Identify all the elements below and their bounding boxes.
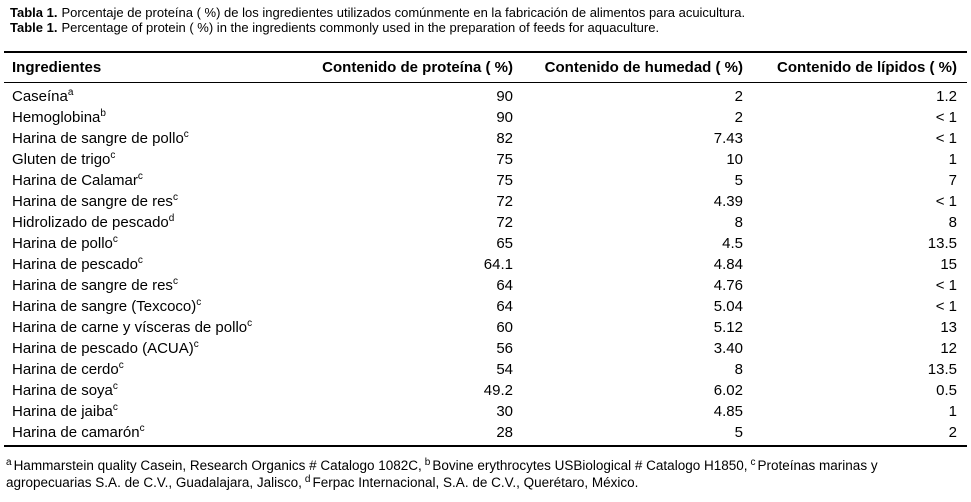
moisture-value: 3.40 — [713, 340, 743, 357]
lipids-value: < 1 — [935, 277, 957, 294]
protein-value: 72 — [496, 193, 513, 210]
moisture-value: 5.04 — [713, 298, 743, 315]
protein-value: 90 — [496, 109, 513, 126]
ingredient-name: Harina de sangre de res — [12, 277, 173, 294]
ingredient-footnote-marker: d — [168, 213, 175, 224]
table-row — [4, 83, 967, 108]
table-row — [4, 401, 967, 422]
table-row — [4, 380, 967, 401]
caption-label-en: Table 1. — [10, 19, 58, 35]
protein-value: 64 — [496, 277, 513, 294]
ingredient-name: Harina de pescado — [12, 256, 138, 273]
ingredient-footnote-marker: c — [112, 402, 118, 413]
protein-value: 56 — [496, 340, 513, 357]
ingredient-footnote-marker: c — [247, 318, 253, 329]
lipids-value: 1.2 — [936, 88, 957, 105]
lipids-value: 13 — [940, 319, 957, 336]
lipids-value: < 1 — [935, 130, 957, 147]
protein-value: 60 — [496, 319, 513, 336]
lipids-value: 2 — [948, 424, 957, 441]
table-header-row — [4, 52, 967, 83]
ingredient-footnote-marker: c — [196, 297, 202, 308]
lipids-value: 8 — [948, 214, 957, 231]
lipids-value: < 1 — [935, 109, 957, 126]
caption-line-spanish — [10, 6, 961, 21]
protein-value: 28 — [496, 424, 513, 441]
table-row — [4, 422, 967, 446]
ingredient-name: Harina de carne y vísceras de pollo — [12, 319, 248, 336]
ingredient-name: Harina de sangre de pollo — [12, 130, 184, 147]
ingredient-footnote-marker: c — [118, 360, 124, 371]
protein-value: 64 — [496, 298, 513, 315]
ingredient-name: Harina de pollo — [12, 235, 113, 252]
column-header-lipidos: Contenido de lípidos ( %) — [743, 52, 967, 83]
moisture-value: 8 — [734, 214, 743, 231]
ingredient-name: Harina de sangre (Texcoco) — [12, 298, 197, 315]
moisture-value: 4.5 — [722, 235, 743, 252]
ingredient-name: Hemoglobina — [12, 109, 101, 126]
ingredient-name: Harina de sangre de res — [12, 193, 173, 210]
column-header-humedad: Contenido de humedad ( %) — [513, 52, 743, 83]
table-row — [4, 107, 967, 128]
moisture-value: 4.85 — [713, 403, 743, 420]
lipids-value: < 1 — [935, 298, 957, 315]
table-header — [4, 52, 967, 83]
moisture-value: 4.84 — [713, 256, 743, 273]
lipids-value: 12 — [940, 340, 957, 357]
ingredient-name: Hidrolizado de pescado — [12, 214, 169, 231]
table-row — [4, 191, 967, 212]
ingredient-footnote-marker: c — [172, 276, 178, 287]
table-row — [4, 317, 967, 338]
ingredient-footnote-marker: c — [110, 150, 116, 161]
ingredient-footnote-marker: c — [193, 339, 199, 350]
ingredient-footnote-marker: c — [183, 129, 189, 140]
table-row — [4, 338, 967, 359]
protein-value: 49.2 — [483, 382, 513, 399]
ingredient-name: Harina de cerdo — [12, 361, 119, 378]
moisture-value: 10 — [726, 151, 743, 168]
ingredient-name: Harina de Calamar — [12, 172, 138, 189]
moisture-value: 4.39 — [713, 193, 743, 210]
lipids-value: 13.5 — [927, 235, 957, 252]
protein-value: 30 — [496, 403, 513, 420]
lipids-value: 1 — [948, 403, 957, 420]
moisture-value: 4.76 — [713, 277, 743, 294]
table-row — [4, 359, 967, 380]
column-header-ingredientes: Ingredientes — [4, 52, 299, 83]
caption-text-en: Percentage of protein ( %) in the ingredients commonly used in the preparation of feeds for aquaculture. — [61, 19, 660, 35]
moisture-value: 2 — [734, 109, 743, 126]
footnote-marker: b — [424, 456, 431, 468]
moisture-value: 5 — [734, 424, 743, 441]
table-row — [4, 254, 967, 275]
table-row — [4, 212, 967, 233]
ingredient-footnote-marker: c — [172, 192, 178, 203]
ingredient-footnote-marker: c — [137, 255, 143, 266]
protein-value: 75 — [496, 151, 513, 168]
footnote-marker: c — [750, 456, 756, 468]
moisture-value: 6.02 — [713, 382, 743, 399]
protein-value: 82 — [496, 130, 513, 147]
column-header-proteina: Contenido de proteína ( %) — [299, 52, 513, 83]
table-body — [4, 83, 967, 447]
footnotes — [6, 457, 965, 491]
moisture-value: 7.43 — [713, 130, 743, 147]
ingredient-footnote-marker: c — [139, 423, 145, 434]
ingredient-footnote-marker: c — [137, 171, 143, 182]
moisture-value: 5.12 — [713, 319, 743, 336]
moisture-value: 5 — [734, 172, 743, 189]
protein-value: 54 — [496, 361, 513, 378]
footnote-text: Hammarstein quality Casein, Research Organics # Catalogo 1082C, — [13, 458, 422, 473]
ingredient-name: Harina de soya — [12, 382, 113, 399]
ingredient-name: Caseína — [12, 88, 68, 105]
ingredients-table — [4, 51, 967, 447]
caption-line-english — [10, 21, 961, 36]
moisture-value: 2 — [734, 88, 743, 105]
table-row — [4, 275, 967, 296]
table-row — [4, 233, 967, 254]
ingredient-name: Harina de camarón — [12, 424, 140, 441]
table-row — [4, 296, 967, 317]
ingredient-footnote-marker: c — [112, 381, 118, 392]
ingredient-name: Harina de pescado (ACUA) — [12, 340, 194, 357]
moisture-value: 8 — [734, 361, 743, 378]
protein-value: 64.1 — [483, 256, 513, 273]
footnote-text: Bovine erythrocytes USBiological # Catalogo H1850, — [432, 458, 748, 473]
caption-text-es: Porcentaje de proteína ( %) de los ingredientes utilizados comúnmente en la fabricación de alimentos para acuicultura. — [61, 5, 746, 20]
lipids-value: 7 — [948, 172, 957, 189]
protein-value: 90 — [496, 88, 513, 105]
caption-label-es: Tabla 1. — [10, 5, 58, 20]
ingredient-footnote-marker: b — [100, 108, 106, 119]
protein-value: 72 — [496, 214, 513, 231]
footnote-marker: a — [6, 456, 12, 468]
lipids-value: < 1 — [935, 193, 957, 210]
protein-value: 75 — [496, 172, 513, 189]
footnote-marker: d — [304, 473, 311, 485]
lipids-value: 0.5 — [936, 382, 957, 399]
table-row — [4, 128, 967, 149]
ingredient-name: Gluten de trigo — [12, 151, 111, 168]
lipids-value: 1 — [948, 151, 957, 168]
table-caption — [0, 0, 971, 35]
footnote-text: Ferpac Internacional, S.A. de C.V., Querétaro, México. — [312, 475, 639, 490]
ingredient-footnote-marker: c — [112, 234, 118, 245]
lipids-value: 13.5 — [927, 361, 957, 378]
protein-value: 65 — [496, 235, 513, 252]
ingredient-footnote-marker: a — [67, 87, 74, 98]
ingredient-name: Harina de jaiba — [12, 403, 113, 420]
lipids-value: 15 — [940, 256, 957, 273]
footnote-text: Proteínas marinas y agropecuarias S.A. de C.V., Guadalajara, Jalisco, — [6, 458, 878, 490]
table-row — [4, 170, 967, 191]
table-row — [4, 149, 967, 170]
data-table-wrapper — [4, 51, 967, 447]
